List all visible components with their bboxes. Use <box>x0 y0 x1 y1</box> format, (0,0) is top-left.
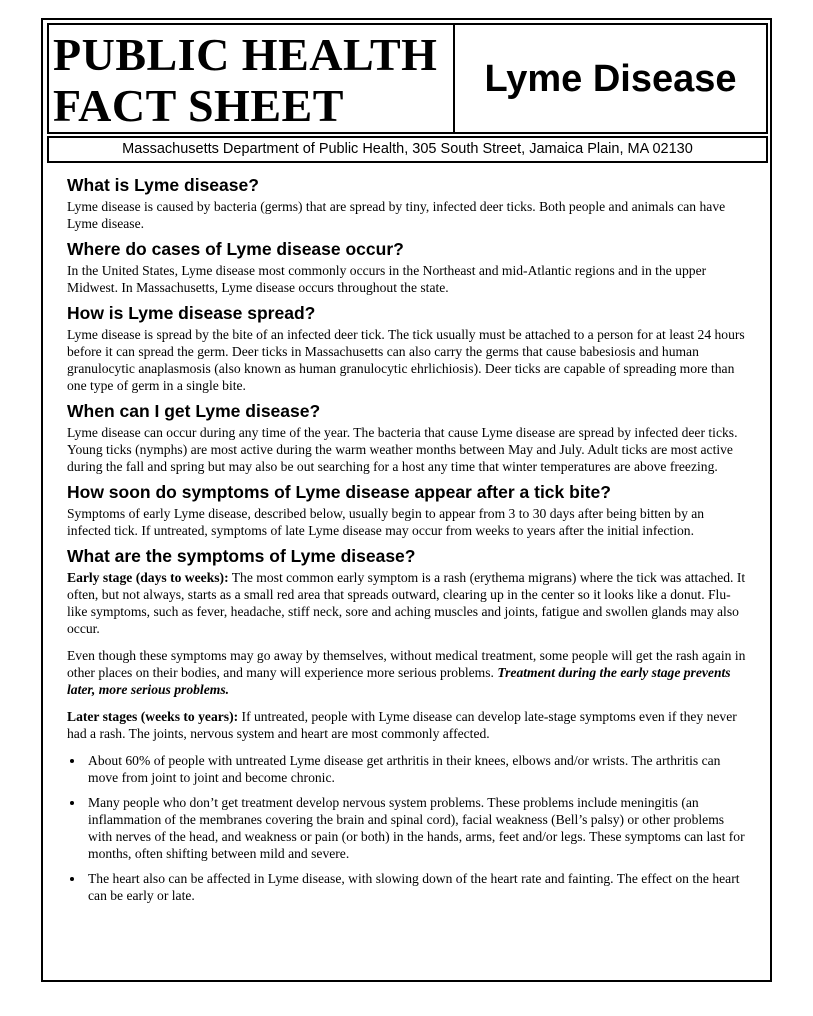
department-address: Massachusetts Department of Public Health, 305 South Street, Jamaica Plain, MA 02130 <box>122 141 693 157</box>
symptom-list <box>67 752 751 904</box>
early-stage-label: Early stage (days to weeks): <box>67 570 229 585</box>
later-stages-label: Later stages (weeks to years): <box>67 709 239 724</box>
heading-how-spread: How is Lyme disease spread? <box>67 303 316 323</box>
body-even-though <box>67 647 751 698</box>
heading-symptoms: What are the symptoms of Lyme disease? <box>67 546 416 566</box>
list-item: • About 60% of people with untreated Lyme disease get arthritis in their knees, elbows and/or wrists. The arthritis can move from joint to joint and become chronic. <box>85 752 751 786</box>
later-stages-text: If untreated, people with Lyme disease can develop late-stage symptoms even if they never had a rash. The joints, nervous system and heart are most commonly affected. <box>67 709 737 741</box>
heading-when: When can I get Lyme disease? <box>67 401 321 421</box>
body-early-stage <box>67 569 751 637</box>
even-though-text: Even though these symptoms may go away by themselves, without medical treatment, some people will get the rash again in other places on their bodies, and many will experience more serious problems. <box>67 648 746 680</box>
early-stage-text: The most common early symptom is a rash (erythema migrans) where the tick was attached. It often, but not always, starts as a small red area that spreads outward, clearing up in the center so it looks like a donut. Flu-like symptoms, such as fever, headache, stiff neck, sore and aching muscles and joints, fatigue and swollen glands may also occur. <box>67 570 746 636</box>
title-box <box>47 23 455 134</box>
body-when: Lyme disease can occur during any time of the year. The bacteria that cause Lyme disease are spread by infected deer ticks. Young ticks (nymphs) are most active during the warm weather months between May and July. Adult ticks are most active during the fall and spring but may also be out searching for a host any time that winter temperatures are above freezing. <box>67 425 738 474</box>
body-later-stages <box>67 708 751 742</box>
heading-how-soon: How soon do symptoms of Lyme disease appear after a tick bite? <box>67 482 611 502</box>
heading-where: Where do cases of Lyme disease occur? <box>67 239 404 259</box>
body-what-is: Lyme disease is caused by bacteria (germs) that are spread by tiny, infected deer ticks. Both people and animals can have Lyme disease. <box>67 199 726 231</box>
address-bar <box>47 136 768 163</box>
header <box>43 20 770 138</box>
body-where: In the United States, Lyme disease most commonly occurs in the Northeast and mid-Atlantic regions and in the upper Midwest. In Massachusetts, Lyme disease occurs throughout the state. <box>67 263 707 295</box>
treatment-emphasis: Treatment during the early stage prevents later, more serious problems. <box>67 665 731 697</box>
disease-title: Lyme Disease <box>484 58 737 100</box>
page-title: PUBLIC HEALTH FACT SHEET <box>53 29 438 131</box>
fact-sheet-frame <box>41 18 772 982</box>
heading-what-is: What is Lyme disease? <box>67 175 259 195</box>
list-item: • The heart also can be affected in Lyme disease, with slowing down of the heart rate and fainting. The effect on the heart can be early or late. <box>85 870 751 904</box>
disease-box <box>455 23 768 134</box>
body-how-soon: Symptoms of early Lyme disease, described below, usually begin to appear from 3 to 30 days after being bitten by an infected tick. If untreated, symptoms of late Lyme disease may occur from weeks to years after the initial infection. <box>67 506 705 538</box>
body-how-spread: Lyme disease is spread by the bite of an infected deer tick. The tick usually must be attached to a person for at least 24 hours before it can spread the germ. Deer ticks in Massachusetts can also carry the germs that cause babesiosis and human granulocytic anaplasmosis (also known as human granulocytic ehrlichiosis). Deer ticks are capable of spreading more than one type of germ in a single bite. <box>67 327 745 393</box>
content <box>67 170 751 912</box>
list-item: • Many people who don’t get treatment develop nervous system problems. These problems include meningitis (an inflammation of the membranes covering the brain and spinal cord), facial weakness (Bell’s palsy) or other problems with nerves of the head, and weakness or pain (or both) in the hands, arms, feet and/or legs. These symptoms can last for months, often shifting between mild and severe. <box>85 794 751 862</box>
